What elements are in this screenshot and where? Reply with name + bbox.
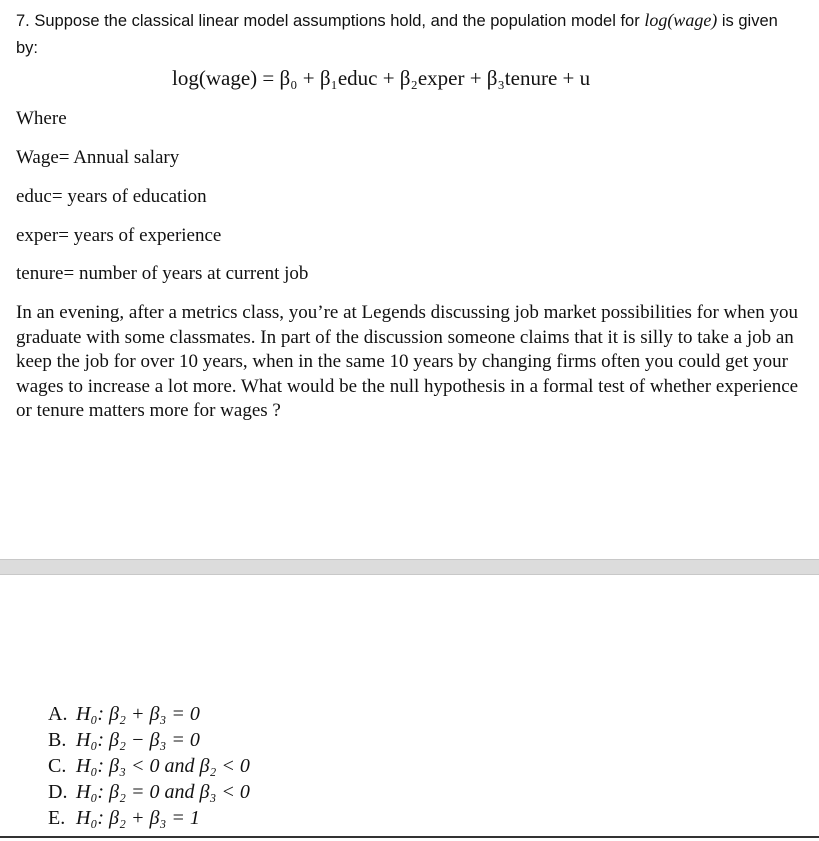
answer-options xyxy=(48,701,250,831)
question-number: 7. xyxy=(16,12,30,30)
option-text: H₀: β₂ − β₃ = 0 xyxy=(76,729,200,751)
scenario-paragraph: In an evening, after a metrics class, you’re at Legends discussing job market possibilities for when you graduate with some classmates. In part of the discussion someone claims that it is silly to take a job an keep the job for over 10 years, when in the same 10 years by changing firms often you could get your wages to increase a lot more. What would be the null hypothesis in a formal test of whether experience or tenure matters more for wages ? xyxy=(16,302,799,421)
section-divider xyxy=(0,559,819,575)
option-letter: C. xyxy=(48,755,67,777)
option-b[interactable] xyxy=(48,727,250,753)
population-model-formula: log(wage) = β₀ + β₁educ + β₂exper + β₃tenure + u xyxy=(172,66,591,90)
definition-wage: Wage= Annual salary xyxy=(16,147,180,168)
option-text: H₀: β₂ + β₃ = 0 xyxy=(76,703,200,725)
question-intro-variable: log(wage) xyxy=(644,10,718,30)
option-letter: E. xyxy=(48,807,66,829)
definition-tenure: tenure= number of years at current job xyxy=(16,263,309,284)
question-intro-after: is given by: xyxy=(16,12,778,57)
option-e[interactable] xyxy=(48,805,250,831)
question-prompt xyxy=(16,7,802,62)
question-intro-before: Suppose the classical linear model assumptions hold, and the population model for xyxy=(34,12,645,30)
option-text: H₀: β₂ + β₃ = 1 xyxy=(76,807,200,829)
option-a[interactable] xyxy=(48,701,250,727)
definition-educ: educ= years of education xyxy=(16,186,207,207)
option-letter: D. xyxy=(48,781,68,803)
option-text: H₀: β₂ = 0 and β₃ < 0 xyxy=(76,781,250,803)
where-label: Where xyxy=(16,108,67,129)
option-c[interactable] xyxy=(48,753,250,779)
option-letter: A. xyxy=(48,703,68,725)
definition-exper: exper= years of experience xyxy=(16,225,222,246)
option-letter: B. xyxy=(48,729,67,751)
option-d[interactable] xyxy=(48,779,250,805)
option-text: H₀: β₃ < 0 and β₂ < 0 xyxy=(76,755,250,777)
bottom-rule xyxy=(0,836,819,838)
